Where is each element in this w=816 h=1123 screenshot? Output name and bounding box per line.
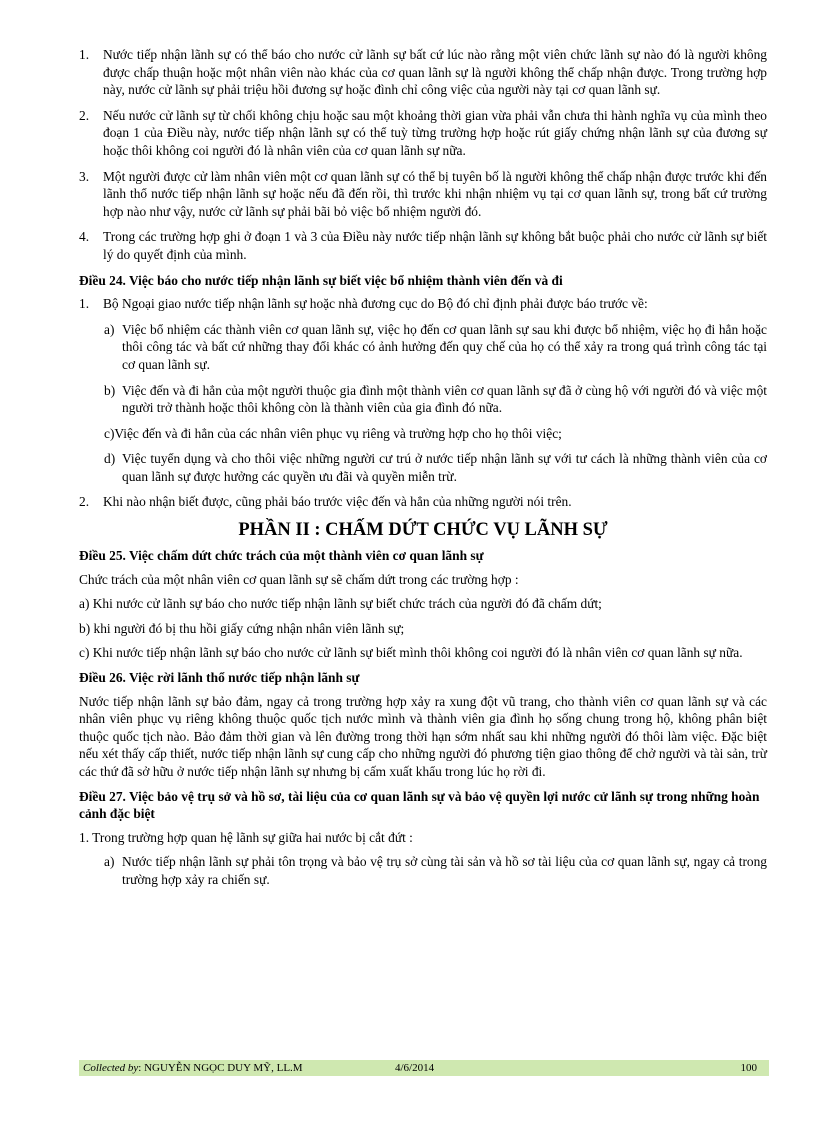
paragraph: 1. Trong trường hợp quan hệ lãnh sự giữa hai nước bị cắt đứt : (79, 829, 413, 845)
paragraph: a) Khi nước cử lãnh sự báo cho nước tiếp nhận lãnh sự biết chức trách của người đó đã chấm dứt; (79, 596, 602, 612)
item-number: 3. (79, 168, 90, 184)
sub-item-letter: a) (104, 321, 115, 337)
sub-item (79, 853, 767, 888)
sub-item-text: Nước tiếp nhận lãnh sự phải tôn trọng và bảo vệ trụ sở cùng tài sản và hồ sơ tài liệu của cơ quan lãnh sự, ngay cả trong trường hợp xảy ra chiến sự. (122, 854, 767, 887)
part-title: PHẦN II : CHẤM DỨT CHỨC VỤ LÃNH SỰ (238, 520, 608, 541)
page-footer (79, 1060, 769, 1076)
article-27-heading: Điều 27. Việc bảo vệ trụ sở và hồ sơ, tài liệu của cơ quan lãnh sự và bảo vệ quyền lợi nước cử lãnh sự trong những hoàn cảnh đặc biệt (79, 788, 760, 822)
item-number: 2. (79, 107, 90, 123)
sub-item (79, 321, 767, 374)
item-number: 1. (79, 47, 90, 62)
sub-item-text: Việc tuyển dụng và cho thôi việc những người cư trú ở nước tiếp nhận lãnh sự với tư cách là những thành viên của cơ quan lãnh sự được hưởng các quyền ưu đãi và quyền miễn trừ. (122, 451, 767, 484)
collected-label: Collected by (83, 1062, 139, 1074)
list-item (79, 46, 767, 99)
document-page (79, 46, 767, 897)
paragraph: Chức trách của một nhân viên cơ quan lãnh sự sẽ chấm dứt trong các trường hợp : (79, 571, 519, 587)
item-number: 1. (79, 296, 90, 312)
sub-item-c: c)Việc đến và đi hẳn của các nhân viên phục vụ riêng và trường hợp cho họ thôi việc; (104, 425, 562, 441)
footer-date: 4/6/2014 (395, 1062, 435, 1074)
sub-item-letter: d) (104, 451, 116, 467)
collector-name: : NGUYỄN NGỌC DUY MỸ, LL.M (138, 1062, 303, 1074)
paragraph: c) Khi nước tiếp nhận lãnh sự báo cho nước cử lãnh sự biết mình thôi không coi người đó là nhân viên cơ quan lãnh sự nữa. (79, 645, 743, 661)
sub-item-text: Việc đến và đi hẳn của một người thuộc gia đình một thành viên cơ quan lãnh sự đã ở cùng hộ với người đó và việc một người trở thành hoặc thôi không còn là thành viên của gia đình đó nữa. (122, 382, 767, 416)
sub-item (79, 382, 767, 417)
item-number: 2. (79, 494, 90, 510)
sub-item-text: Việc bổ nhiệm các thành viên cơ quan lãnh sự, việc họ đến cơ quan lãnh sự sau khi được bổ nhiệm, việc họ đi hẳn hoặc thôi công tác và bất cứ những thay đổi khác có ảnh hưởng đến quy chế của họ có thể xảy ra trong quá trình công tác tại cơ quan lãnh sự. (122, 321, 767, 372)
item-text: Nước tiếp nhận lãnh sự có thể báo cho nước cử lãnh sự bất cứ lúc nào rằng một viên chức lãnh sự nào đó là người không được chấp thuận hoặc một nhân viên nào khác của cơ quan lãnh sự là người không thể chấp nhận được. Trong trường hợp này, nước cử lãnh sự phải triệu hồi đương sự hoặc đình chỉ công việc của người này tại cơ quan lãnh sự. (103, 47, 767, 98)
item-text: Khi nào nhận biết được, cũng phải báo trước việc đến và hẳn của những người nói trên. (103, 494, 572, 510)
paragraph: Nước tiếp nhận lãnh sự bảo đảm, ngay cả trong trường hợp xảy ra xung đột vũ trang, cho thành viên cơ quan lãnh sự và các nhân viên phục vụ riêng không thuộc quốc tịch nước mình và thành viên gia đình họ sống chung trong hộ, không phân biệt thuộc quốc tịch nào. Bảo đảm thời gian và lên đường trong thời hạn sớm nhất sau khi những người đó thôi làm việc. Đặc biệt nếu xét thấy cấp thiết, nước tiếp nhận lãnh sự cung cấp cho những người đó phương tiện giao thông để chở người và tài sản, trừ các thứ đã sở hữu ở nước tiếp nhận lãnh sự nhưng bị cấm xuất khẩu trong lúc họ rời đi. (79, 693, 767, 779)
item-text: Trong các trường hợp ghi ở đoạn 1 và 3 của Điều này nước tiếp nhận lãnh sự không bắt buộc phải cho nước cử lãnh sự biết lý do quyết định của mình. (103, 229, 767, 262)
article-25-heading: Điều 25. Việc chấm dứt chức trách của một thành viên cơ quan lãnh sự (79, 548, 484, 564)
list-item (79, 107, 767, 160)
page-number: 100 (740, 1062, 757, 1074)
sub-item-letter: a) (104, 854, 115, 870)
item-text: Nếu nước cử lãnh sự từ chối không chịu hoặc sau một khoảng thời gian vừa phải vẫn chưa thi hành nghĩa vụ của mình theo đoạn 1 của Điều này, nước tiếp nhận lãnh sự có thể tuỳ từng trường hợp hoặc rút giấy chứng nhận lãnh sự của đương sự hoặc thôi không coi người đó là nhân viên của cơ quan lãnh sự nữa. (103, 107, 767, 158)
list-item (79, 493, 767, 511)
list-item (79, 168, 767, 221)
article-24-heading: Điều 24. Việc báo cho nước tiếp nhận lãnh sự biết việc bổ nhiệm thành viên đến và đi (79, 272, 563, 288)
list-item (79, 295, 767, 313)
sub-item (79, 450, 767, 485)
footer-collector (83, 1060, 303, 1076)
sub-item-letter: b) (104, 382, 116, 398)
paragraph: b) khi người đó bị thu hồi giấy cứng nhận nhân viên lãnh sự; (79, 620, 405, 636)
list-item (79, 228, 767, 263)
item-number: 4. (79, 229, 90, 245)
article-26-heading: Điều 26. Việc rời lãnh thổ nước tiếp nhận lãnh sự (79, 670, 360, 686)
item-text: Một người được cử làm nhân viên một cơ quan lãnh sự có thể bị tuyên bố là người không thể chấp nhận được trước khi đến lãnh thổ nước tiếp nhận lãnh sự hoặc nếu đã đến rồi, thì trước khi nhận nhiệm vụ tại cơ quan lãnh sự, trong bất cứ trường hợp nào như vậy, nước cử lãnh sự phải bãi bỏ việc bổ nhiệm người đó. (103, 168, 767, 219)
item-text: Bộ Ngoại giao nước tiếp nhận lãnh sự hoặc nhà đương cục do Bộ đó chỉ định phải được báo trước về: (103, 296, 648, 312)
